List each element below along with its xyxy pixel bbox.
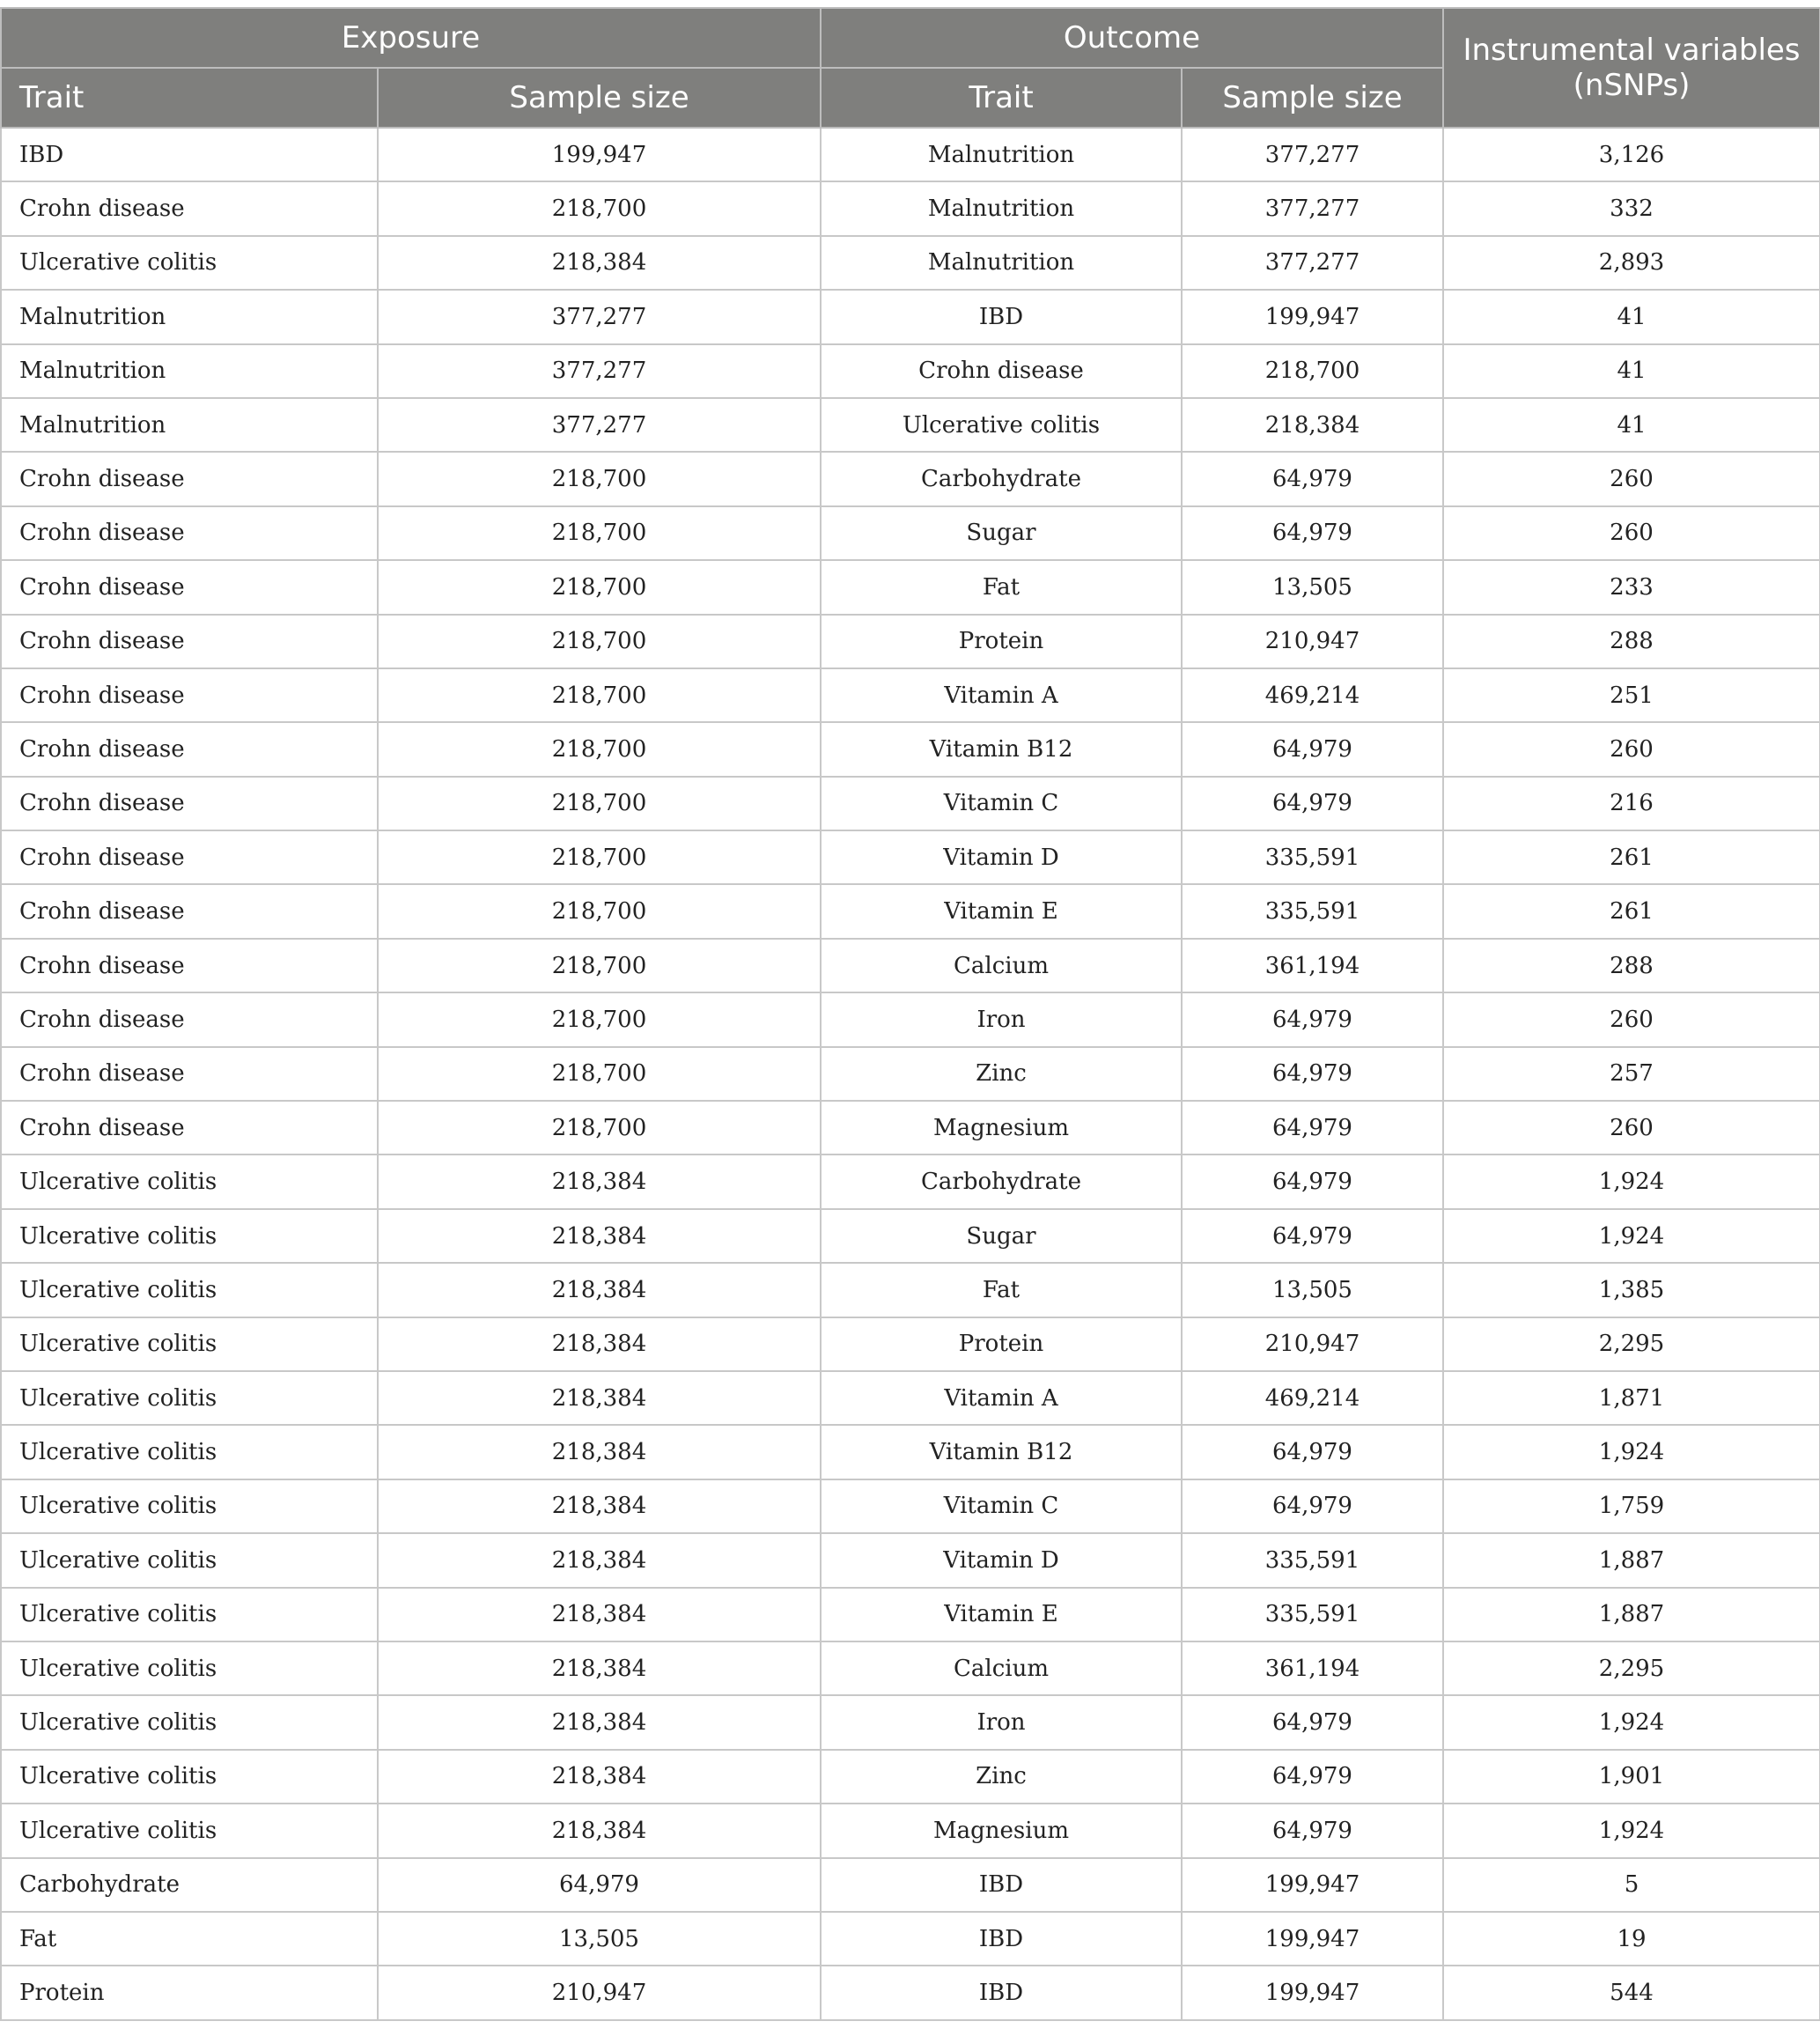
table-row bbox=[1, 1533, 1820, 1587]
outcome-sample-size-cell: 361,194 bbox=[1182, 939, 1443, 992]
exposure-trait-cell: Ulcerative colitis bbox=[1, 1317, 378, 1371]
table-row bbox=[1, 668, 1820, 722]
outcome-trait-cell: Fat bbox=[821, 1263, 1182, 1317]
exposure-trait-cell: Crohn disease bbox=[1, 181, 378, 235]
exposure-sample-size-cell: 218,700 bbox=[378, 615, 821, 668]
outcome-trait-cell: Protein bbox=[821, 1317, 1182, 1371]
exposure-sample-size-cell: 218,384 bbox=[378, 1425, 821, 1479]
outcome-sample-size-cell: 64,979 bbox=[1182, 1479, 1443, 1533]
nsnps-cell: 1,887 bbox=[1443, 1588, 1820, 1641]
table-row bbox=[1, 1750, 1820, 1804]
outcome-trait-cell: IBD bbox=[821, 1966, 1182, 2019]
outcome-trait-cell: Vitamin D bbox=[821, 830, 1182, 884]
outcome-sample-size-cell: 64,979 bbox=[1182, 1101, 1443, 1154]
exposure-sample-size-cell: 218,384 bbox=[378, 1641, 821, 1695]
exposure-trait-cell: Fat bbox=[1, 1912, 378, 1966]
exposure-trait-cell: Ulcerative colitis bbox=[1, 1804, 378, 1857]
outcome-sample-size-cell: 64,979 bbox=[1182, 722, 1443, 776]
outcome-trait-cell: Sugar bbox=[821, 1209, 1182, 1263]
outcome-sample-size-cell: 218,384 bbox=[1182, 398, 1443, 452]
exposure-sample-size-cell: 218,384 bbox=[378, 1804, 821, 1857]
outcome-sample-size-cell: 218,700 bbox=[1182, 344, 1443, 398]
outcome-trait-cell: Magnesium bbox=[821, 1804, 1182, 1857]
table-row bbox=[1, 939, 1820, 992]
table-row bbox=[1, 506, 1820, 560]
outcome-trait-cell: Iron bbox=[821, 992, 1182, 1046]
exposure-sample-size-cell: 218,700 bbox=[378, 1101, 821, 1154]
outcome-sample-size-cell: 199,947 bbox=[1182, 290, 1443, 343]
table-row bbox=[1, 615, 1820, 668]
table-row bbox=[1, 1804, 1820, 1857]
nsnps-cell: 216 bbox=[1443, 777, 1820, 830]
exposure-trait-cell: Ulcerative colitis bbox=[1, 1154, 378, 1208]
table-row bbox=[1, 290, 1820, 343]
table-row bbox=[1, 181, 1820, 235]
nsnps-cell: 41 bbox=[1443, 290, 1820, 343]
table-row bbox=[1, 128, 1820, 181]
table-row bbox=[1, 1371, 1820, 1425]
table-row bbox=[1, 1966, 1820, 2019]
exposure-trait-cell: Ulcerative colitis bbox=[1, 1209, 378, 1263]
table-row bbox=[1, 560, 1820, 614]
outcome-sample-size-cell: 64,979 bbox=[1182, 506, 1443, 560]
outcome-trait-header: Trait bbox=[821, 68, 1182, 128]
exposure-sample-size-cell: 218,384 bbox=[378, 1263, 821, 1317]
nsnps-cell: 260 bbox=[1443, 506, 1820, 560]
outcome-sample-size-cell: 64,979 bbox=[1182, 1209, 1443, 1263]
exposure-trait-cell: Malnutrition bbox=[1, 398, 378, 452]
outcome-trait-cell: Malnutrition bbox=[821, 128, 1182, 181]
exposure-sample-size-cell: 218,700 bbox=[378, 452, 821, 505]
nsnps-cell: 233 bbox=[1443, 560, 1820, 614]
nsnps-cell: 2,295 bbox=[1443, 1317, 1820, 1371]
table-row bbox=[1, 1154, 1820, 1208]
outcome-sample-size-cell: 377,277 bbox=[1182, 236, 1443, 290]
outcome-trait-cell: IBD bbox=[821, 1912, 1182, 1966]
exposure-sample-size-cell: 218,384 bbox=[378, 1533, 821, 1587]
exposure-sample-size-cell: 218,384 bbox=[378, 1695, 821, 1749]
outcome-sample-size-cell: 469,214 bbox=[1182, 668, 1443, 722]
outcome-trait-cell: Sugar bbox=[821, 506, 1182, 560]
exposure-sample-size-cell: 218,700 bbox=[378, 1047, 821, 1101]
table-row bbox=[1, 777, 1820, 830]
nsnps-cell: 1,887 bbox=[1443, 1533, 1820, 1587]
outcome-sample-size-cell: 335,591 bbox=[1182, 1588, 1443, 1641]
exposure-sample-size-cell: 218,700 bbox=[378, 560, 821, 614]
exposure-sample-size-cell: 218,384 bbox=[378, 1154, 821, 1208]
outcome-trait-cell: IBD bbox=[821, 290, 1182, 343]
outcome-trait-cell: Vitamin E bbox=[821, 1588, 1182, 1641]
outcome-header: Outcome bbox=[821, 8, 1443, 68]
exposure-trait-cell: Ulcerative colitis bbox=[1, 1641, 378, 1695]
outcome-sample-size-cell: 335,591 bbox=[1182, 1533, 1443, 1587]
nsnps-cell: 1,759 bbox=[1443, 1479, 1820, 1533]
exposure-sample-size-cell: 199,947 bbox=[378, 128, 821, 181]
outcome-sample-size-cell: 64,979 bbox=[1182, 1695, 1443, 1749]
exposure-sample-size-cell: 218,700 bbox=[378, 884, 821, 938]
outcome-trait-cell: Carbohydrate bbox=[821, 1154, 1182, 1208]
outcome-trait-cell: Iron bbox=[821, 1695, 1182, 1749]
outcome-trait-cell: Malnutrition bbox=[821, 181, 1182, 235]
exposure-sample-size-cell: 218,700 bbox=[378, 777, 821, 830]
outcome-trait-cell: Zinc bbox=[821, 1047, 1182, 1101]
table-row bbox=[1, 830, 1820, 884]
nsnps-cell: 261 bbox=[1443, 884, 1820, 938]
exposure-trait-cell: Crohn disease bbox=[1, 884, 378, 938]
table-row bbox=[1, 1047, 1820, 1101]
table-row bbox=[1, 1858, 1820, 1912]
nsnps-cell: 2,295 bbox=[1443, 1641, 1820, 1695]
outcome-sample-size-cell: 64,979 bbox=[1182, 1750, 1443, 1804]
exposure-sample-size-cell: 64,979 bbox=[378, 1858, 821, 1912]
nsnps-cell: 5 bbox=[1443, 1858, 1820, 1912]
outcome-trait-cell: Carbohydrate bbox=[821, 452, 1182, 505]
exposure-sample-size-cell: 218,700 bbox=[378, 506, 821, 560]
exposure-trait-cell: Ulcerative colitis bbox=[1, 1588, 378, 1641]
exposure-trait-cell: Carbohydrate bbox=[1, 1858, 378, 1912]
exposure-trait-cell: Ulcerative colitis bbox=[1, 1479, 378, 1533]
outcome-sample-size-header: Sample size bbox=[1182, 68, 1443, 128]
exposure-trait-cell: Crohn disease bbox=[1, 1047, 378, 1101]
exposure-trait-cell: Malnutrition bbox=[1, 344, 378, 398]
outcome-sample-size-cell: 64,979 bbox=[1182, 777, 1443, 830]
nsnps-cell: 260 bbox=[1443, 992, 1820, 1046]
nsnps-cell: 261 bbox=[1443, 830, 1820, 884]
exposure-sample-size-cell: 218,700 bbox=[378, 992, 821, 1046]
table-row bbox=[1, 1263, 1820, 1317]
outcome-trait-cell: Vitamin E bbox=[821, 884, 1182, 938]
outcome-trait-cell: Protein bbox=[821, 615, 1182, 668]
outcome-sample-size-cell: 64,979 bbox=[1182, 1047, 1443, 1101]
exposure-sample-size-cell: 218,384 bbox=[378, 1209, 821, 1263]
exposure-trait-cell: Ulcerative colitis bbox=[1, 1695, 378, 1749]
exposure-sample-size-cell: 218,700 bbox=[378, 181, 821, 235]
table-row bbox=[1, 1695, 1820, 1749]
nsnps-cell: 1,871 bbox=[1443, 1371, 1820, 1425]
outcome-sample-size-cell: 13,505 bbox=[1182, 1263, 1443, 1317]
outcome-trait-cell: Calcium bbox=[821, 939, 1182, 992]
nsnps-cell: 251 bbox=[1443, 668, 1820, 722]
table-header bbox=[1, 8, 1820, 128]
table-row bbox=[1, 398, 1820, 452]
outcome-sample-size-cell: 335,591 bbox=[1182, 830, 1443, 884]
outcome-trait-cell: IBD bbox=[821, 1858, 1182, 1912]
nsnps-cell: 1,924 bbox=[1443, 1209, 1820, 1263]
outcome-trait-cell: Fat bbox=[821, 560, 1182, 614]
nsnps-cell: 1,924 bbox=[1443, 1425, 1820, 1479]
outcome-trait-cell: Ulcerative colitis bbox=[821, 398, 1182, 452]
outcome-sample-size-cell: 64,979 bbox=[1182, 992, 1443, 1046]
nsnps-cell: 1,924 bbox=[1443, 1804, 1820, 1857]
nsnps-cell: 260 bbox=[1443, 722, 1820, 776]
exposure-trait-cell: Crohn disease bbox=[1, 1101, 378, 1154]
outcome-sample-size-cell: 199,947 bbox=[1182, 1912, 1443, 1966]
outcome-trait-cell: Vitamin D bbox=[821, 1533, 1182, 1587]
outcome-sample-size-cell: 13,505 bbox=[1182, 560, 1443, 614]
exposure-sample-size-cell: 218,384 bbox=[378, 236, 821, 290]
outcome-sample-size-cell: 64,979 bbox=[1182, 1425, 1443, 1479]
instrumental-variables-header: Instrumental variables (nSNPs) bbox=[1443, 8, 1820, 128]
table-row bbox=[1, 452, 1820, 505]
table-row bbox=[1, 344, 1820, 398]
exposure-trait-cell: Ulcerative colitis bbox=[1, 1263, 378, 1317]
outcome-trait-cell: Malnutrition bbox=[821, 236, 1182, 290]
exposure-header: Exposure bbox=[1, 8, 821, 68]
nsnps-cell: 19 bbox=[1443, 1912, 1820, 1966]
exposure-sample-size-cell: 377,277 bbox=[378, 398, 821, 452]
exposure-sample-size-header: Sample size bbox=[378, 68, 821, 128]
nsnps-cell: 260 bbox=[1443, 1101, 1820, 1154]
table-row bbox=[1, 1101, 1820, 1154]
outcome-trait-cell: Calcium bbox=[821, 1641, 1182, 1695]
outcome-trait-cell: Vitamin B12 bbox=[821, 1425, 1182, 1479]
exposure-trait-cell: IBD bbox=[1, 128, 378, 181]
outcome-sample-size-cell: 210,947 bbox=[1182, 1317, 1443, 1371]
exposure-sample-size-cell: 377,277 bbox=[378, 344, 821, 398]
outcome-sample-size-cell: 64,979 bbox=[1182, 452, 1443, 505]
table-row bbox=[1, 722, 1820, 776]
exposure-trait-cell: Ulcerative colitis bbox=[1, 1750, 378, 1804]
nsnps-cell: 3,126 bbox=[1443, 128, 1820, 181]
outcome-sample-size-cell: 199,947 bbox=[1182, 1966, 1443, 2019]
exposure-sample-size-cell: 218,700 bbox=[378, 722, 821, 776]
nsnps-cell: 257 bbox=[1443, 1047, 1820, 1101]
nsnps-cell: 544 bbox=[1443, 1966, 1820, 2019]
exposure-trait-cell: Crohn disease bbox=[1, 615, 378, 668]
nsnps-cell: 1,901 bbox=[1443, 1750, 1820, 1804]
nsnps-cell: 288 bbox=[1443, 939, 1820, 992]
outcome-sample-size-cell: 64,979 bbox=[1182, 1154, 1443, 1208]
exposure-trait-cell: Crohn disease bbox=[1, 939, 378, 992]
outcome-trait-cell: Zinc bbox=[821, 1750, 1182, 1804]
exposure-sample-size-cell: 218,384 bbox=[378, 1317, 821, 1371]
exposure-trait-cell: Ulcerative colitis bbox=[1, 1371, 378, 1425]
exposure-sample-size-cell: 218,700 bbox=[378, 830, 821, 884]
exposure-sample-size-cell: 218,384 bbox=[378, 1588, 821, 1641]
table-row bbox=[1, 992, 1820, 1046]
table-row bbox=[1, 1588, 1820, 1641]
outcome-trait-cell: Crohn disease bbox=[821, 344, 1182, 398]
table-row bbox=[1, 884, 1820, 938]
outcome-sample-size-cell: 361,194 bbox=[1182, 1641, 1443, 1695]
outcome-sample-size-cell: 377,277 bbox=[1182, 128, 1443, 181]
nsnps-cell: 41 bbox=[1443, 344, 1820, 398]
exposure-trait-cell: Crohn disease bbox=[1, 722, 378, 776]
exposure-sample-size-cell: 13,505 bbox=[378, 1912, 821, 1966]
exposure-sample-size-cell: 218,384 bbox=[378, 1371, 821, 1425]
outcome-trait-cell: Vitamin A bbox=[821, 1371, 1182, 1425]
exposure-sample-size-cell: 218,384 bbox=[378, 1750, 821, 1804]
nsnps-cell: 1,924 bbox=[1443, 1695, 1820, 1749]
nsnps-cell: 2,893 bbox=[1443, 236, 1820, 290]
exposure-trait-cell: Crohn disease bbox=[1, 506, 378, 560]
outcome-trait-cell: Magnesium bbox=[821, 1101, 1182, 1154]
exposure-sample-size-cell: 377,277 bbox=[378, 290, 821, 343]
header-group-row bbox=[1, 8, 1820, 68]
table-row bbox=[1, 1912, 1820, 1966]
nsnps-cell: 288 bbox=[1443, 615, 1820, 668]
exposure-sample-size-cell: 218,700 bbox=[378, 668, 821, 722]
mr-data-table bbox=[0, 7, 1820, 2021]
outcome-sample-size-cell: 377,277 bbox=[1182, 181, 1443, 235]
nsnps-cell: 1,385 bbox=[1443, 1263, 1820, 1317]
nsnps-cell: 260 bbox=[1443, 452, 1820, 505]
exposure-trait-cell: Ulcerative colitis bbox=[1, 1425, 378, 1479]
table-row bbox=[1, 1209, 1820, 1263]
table-row bbox=[1, 1479, 1820, 1533]
outcome-trait-cell: Vitamin B12 bbox=[821, 722, 1182, 776]
nsnps-cell: 41 bbox=[1443, 398, 1820, 452]
outcome-sample-size-cell: 335,591 bbox=[1182, 884, 1443, 938]
table-row bbox=[1, 236, 1820, 290]
outcome-trait-cell: Vitamin A bbox=[821, 668, 1182, 722]
exposure-trait-header: Trait bbox=[1, 68, 378, 128]
nsnps-cell: 332 bbox=[1443, 181, 1820, 235]
exposure-sample-size-cell: 218,700 bbox=[378, 939, 821, 992]
exposure-trait-cell: Ulcerative colitis bbox=[1, 1533, 378, 1587]
exposure-trait-cell: Crohn disease bbox=[1, 830, 378, 884]
table-row bbox=[1, 1641, 1820, 1695]
exposure-trait-cell: Crohn disease bbox=[1, 668, 378, 722]
outcome-sample-size-cell: 469,214 bbox=[1182, 1371, 1443, 1425]
exposure-trait-cell: Crohn disease bbox=[1, 560, 378, 614]
table-row bbox=[1, 1425, 1820, 1479]
exposure-trait-cell: Protein bbox=[1, 1966, 378, 2019]
outcome-trait-cell: Vitamin C bbox=[821, 1479, 1182, 1533]
exposure-trait-cell: Ulcerative colitis bbox=[1, 236, 378, 290]
table-body bbox=[1, 128, 1820, 2020]
outcome-trait-cell: Vitamin C bbox=[821, 777, 1182, 830]
outcome-sample-size-cell: 210,947 bbox=[1182, 615, 1443, 668]
outcome-sample-size-cell: 64,979 bbox=[1182, 1804, 1443, 1857]
exposure-trait-cell: Crohn disease bbox=[1, 992, 378, 1046]
exposure-sample-size-cell: 210,947 bbox=[378, 1966, 821, 2019]
outcome-sample-size-cell: 199,947 bbox=[1182, 1858, 1443, 1912]
table-row bbox=[1, 1317, 1820, 1371]
exposure-trait-cell: Crohn disease bbox=[1, 777, 378, 830]
exposure-sample-size-cell: 218,384 bbox=[378, 1479, 821, 1533]
exposure-trait-cell: Malnutrition bbox=[1, 290, 378, 343]
nsnps-cell: 1,924 bbox=[1443, 1154, 1820, 1208]
exposure-trait-cell: Crohn disease bbox=[1, 452, 378, 505]
